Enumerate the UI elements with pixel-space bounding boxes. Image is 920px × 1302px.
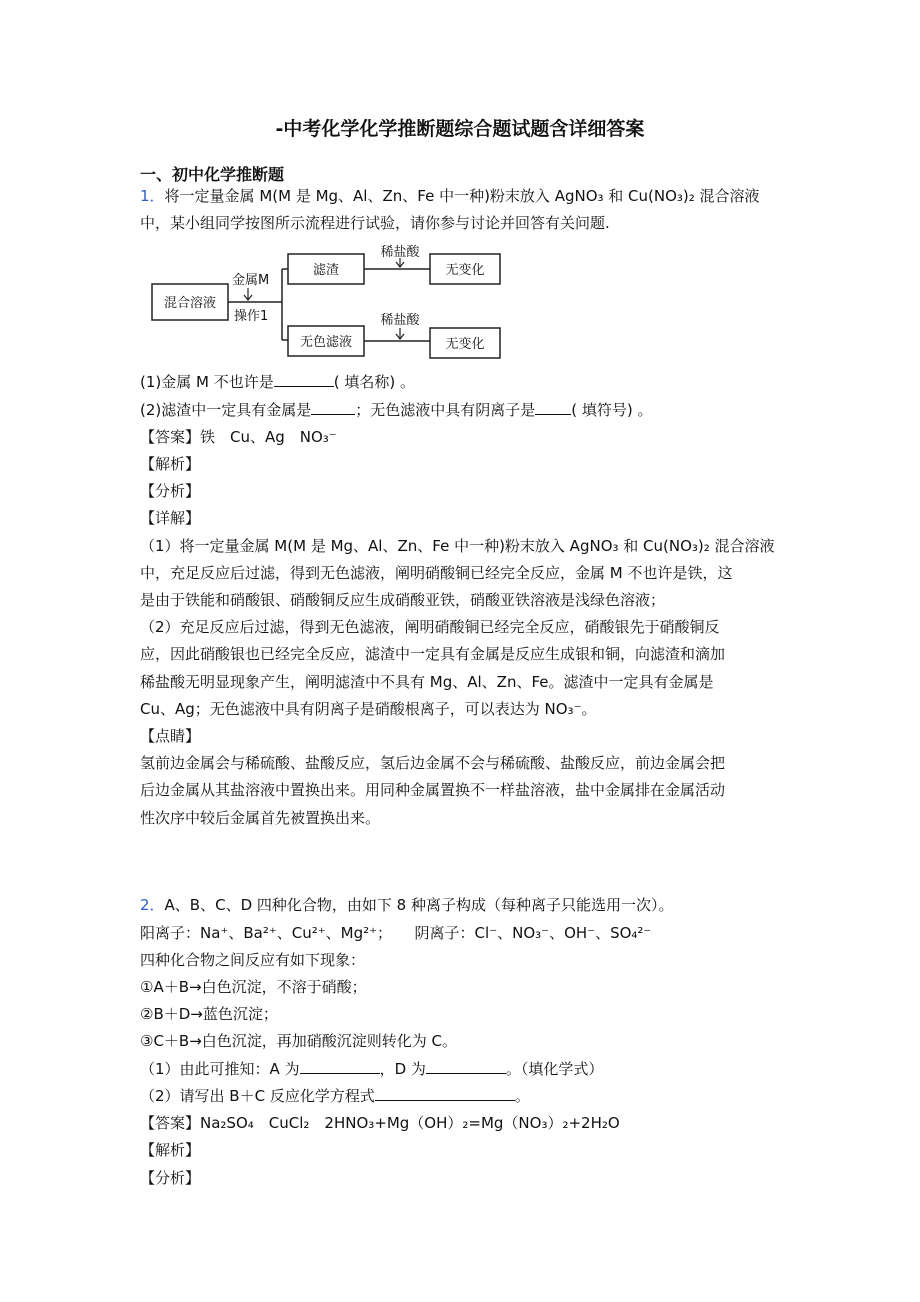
label-operation: 操作1 <box>234 309 269 324</box>
q1-detail-6: 稀盐酸无明显现象产生，阐明滤渣中不具有 Mg、Al、Zn、Fe。滤渣中一定具有金属是 <box>140 673 714 691</box>
q1-stem-2: 中，某小组同学按图所示流程进行试验，请你参与讨论并回答有关问题. <box>140 214 610 232</box>
q1-part-1-text: (1)金属 M 不也许是 <box>140 373 274 391</box>
q2-answer: 【答案】Na₂SO₄ CuCl₂ 2HNO₃+Mg（OH）₂=Mg（NO₃）₂+2H₂O <box>140 1114 620 1132</box>
q1-part-2 <box>140 400 653 420</box>
q2-part-1-mid: ，D 为 <box>379 1060 426 1078</box>
q2-jiexi: 【解析】 <box>140 1141 201 1159</box>
q1-part-2-mid: ；无色滤液中具有阴离子是 <box>355 401 536 419</box>
q2-part-2-tail: 。 <box>514 1087 530 1105</box>
q2-reaction-1: ①A＋B→白色沉淀，不溶于硝酸； <box>140 978 367 996</box>
blank[interactable] <box>274 372 334 387</box>
q1-dianjing: 【点睛】 <box>140 727 201 745</box>
blank[interactable] <box>426 1059 506 1074</box>
q1-xiangjie: 【详解】 <box>140 509 201 527</box>
q1-stem-1: 将一定量金属 M(M 是 Mg、Al、Zn、Fe 中一种)粉末放入 AgNO₃ 和 Cu(NO₃)₂ 混合溶液 <box>164 187 760 205</box>
q2-part-2 <box>140 1086 530 1106</box>
blank[interactable] <box>300 1059 380 1074</box>
q1-part-2-tail: ( 填符号) 。 <box>571 401 653 419</box>
q2-reaction-3: ③C＋B→白色沉淀，再加硝酸沉淀则转化为 C。 <box>140 1032 458 1050</box>
label-result-bottom: 无变化 <box>445 337 485 352</box>
section-heading: 一、初中化学推断题 <box>140 165 285 184</box>
blank[interactable] <box>535 400 571 415</box>
q1-number: 1． <box>140 187 165 205</box>
q2-part-1-text: （1）由此可推知：A 为 <box>140 1060 300 1078</box>
blank[interactable] <box>375 1086 515 1101</box>
q1-detail-4: （2）充足反应后过滤，得到无色滤液，阐明硝酸铜已经完全反应，硝酸银先于硝酸铜反 <box>140 618 720 636</box>
q1-jiexi: 【解析】 <box>140 455 201 473</box>
q1-part-1-tail: ( 填名称) 。 <box>333 373 415 391</box>
label-result-top: 无变化 <box>445 263 485 278</box>
q2-stem-1: A、B、C、D 四种化合物，由如下 8 种离子构成（每种离子只能选用一次）。 <box>164 896 674 914</box>
q2-reaction-2: ②B＋D→蓝色沉淀； <box>140 1005 278 1023</box>
q2-number: 2． <box>140 896 165 914</box>
label-mix: 混合溶液 <box>163 296 217 311</box>
flow-diagram <box>150 244 510 362</box>
q1-detail-5: 应，因此硝酸银也已经完全反应，滤渣中一定具有金属是反应生成银和铜，向滤渣和滴加 <box>140 645 726 663</box>
q2-part-1 <box>140 1059 603 1079</box>
q2-part-1-tail: 。（填化学式） <box>505 1060 604 1078</box>
blank[interactable] <box>311 400 355 415</box>
page-title: -中考化学化学推断题综合题试题含详细答案 <box>275 118 645 140</box>
q1-note-3: 性次序中较后金属首先被置换出来。 <box>140 809 381 827</box>
q2-stem-3: 四种化合物之间反应有如下现象： <box>140 951 366 969</box>
q2-line-1 <box>140 895 673 915</box>
q1-detail-3: 是由于铁能和硝酸银、硝酸铜反应生成硝酸亚铁，硝酸亚铁溶液是浅绿色溶液； <box>140 591 666 609</box>
label-filtrate: 无色滤液 <box>299 335 353 350</box>
q1-answer: 【答案】铁 Cu、Ag NO₃⁻ <box>140 428 337 446</box>
q1-part-2-text: (2)滤渣中一定具有金属是 <box>140 401 312 419</box>
q1-fenxi: 【分析】 <box>140 482 201 500</box>
q2-part-2-text: （2）请写出 B＋C 反应化学方程式 <box>140 1087 375 1105</box>
q1-line-1 <box>140 186 760 206</box>
q2-ions: 阳离子：Na⁺、Ba²⁺、Cu²⁺、Mg²⁺； 阴离子：Cl⁻、NO₃⁻、OH⁻、SO₄²⁻ <box>140 924 652 942</box>
label-metal: 金属M <box>232 273 270 288</box>
q1-detail-7: Cu、Ag；无色滤液中具有阴离子是硝酸根离子，可以表达为 NO₃⁻。 <box>140 700 597 718</box>
label-residue: 滤渣 <box>312 263 340 278</box>
label-acid-bottom: 稀盐酸 <box>380 313 420 328</box>
q1-note-1: 氢前边金属会与稀硫酸、盐酸反应，氢后边金属不会与稀硫酸、盐酸反应，前边金属会把 <box>140 754 726 772</box>
q1-detail-2: 中，充足反应后过滤，得到无色滤液，阐明硝酸铜已经完全反应，金属 M 不也许是铁，这 <box>140 564 733 582</box>
q1-part-1 <box>140 372 415 392</box>
q1-note-2: 后边金属从其盐溶液中置换出来。用同种金属置换不一样盐溶液，盐中金属排在金属活动 <box>140 781 726 799</box>
label-acid-top: 稀盐酸 <box>380 245 420 260</box>
q2-fenxi: 【分析】 <box>140 1169 201 1187</box>
q1-detail-1: （1）将一定量金属 M(M 是 Mg、Al、Zn、Fe 中一种)粉末放入 AgNO₃ 和 Cu(NO₃)₂ 混合溶液 <box>140 537 775 555</box>
